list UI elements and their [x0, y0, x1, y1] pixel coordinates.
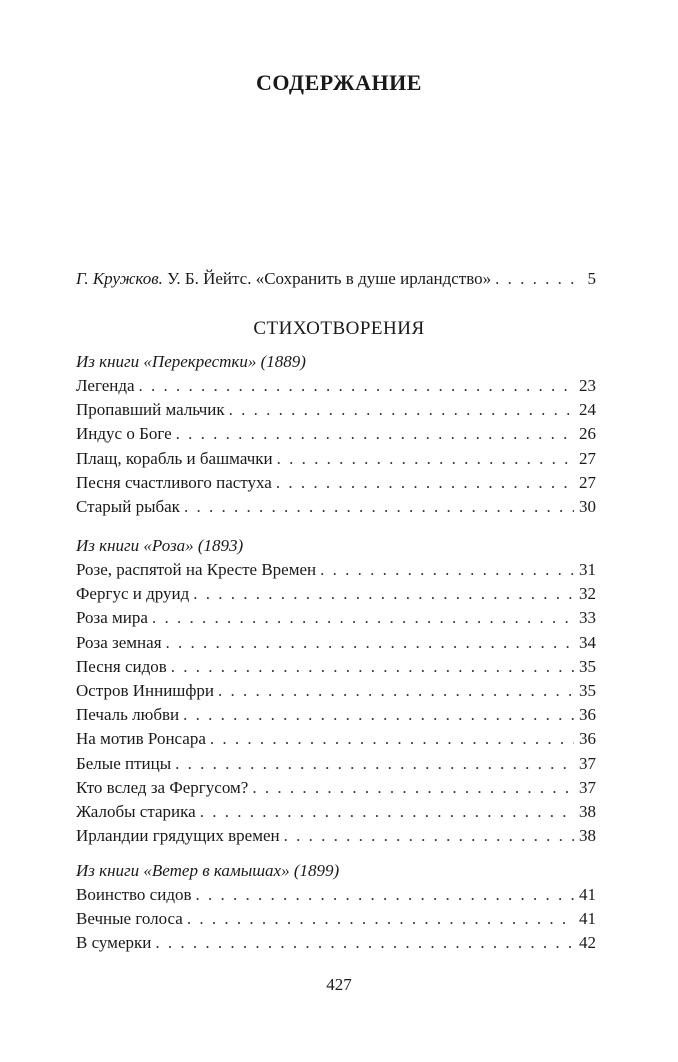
entry-title: Пропавший мальчик: [76, 400, 225, 420]
entry-title: Ирландии грядущих времен: [76, 826, 280, 846]
toc-entry: [76, 606, 596, 630]
toc-entry: [76, 679, 596, 703]
intro-author: Г. Кружков.: [76, 269, 163, 288]
toc-entry: [76, 752, 596, 776]
entry-page: 23: [579, 376, 596, 395]
entry-page: 34: [579, 632, 596, 652]
entry-title: Роза мира: [76, 608, 148, 628]
dot-leader: [166, 631, 574, 655]
entry-page: 38: [579, 826, 596, 846]
entry-page: 36: [579, 729, 596, 749]
dot-leader: [184, 495, 574, 519]
dot-leader: [320, 558, 574, 582]
dot-leader: [187, 907, 574, 931]
dot-leader: [139, 374, 574, 398]
toc-entry: [76, 398, 596, 422]
toc-entry: [76, 471, 596, 495]
dot-leader: [252, 776, 574, 800]
dot-leader: [218, 679, 574, 703]
toc-entry: [76, 582, 596, 606]
book-title: Из книги «Перекрестки» (1889): [76, 352, 306, 371]
entry-title: Печаль любви: [76, 705, 180, 725]
intro-entry: [76, 269, 596, 289]
page-title: СОДЕРЖАНИЕ: [256, 70, 422, 95]
book-group-1: [76, 350, 596, 519]
dot-leader: [495, 269, 574, 289]
dot-leader: [155, 931, 574, 955]
book-group-2: [76, 534, 596, 848]
toc-entry: [76, 422, 596, 446]
dot-leader: [196, 883, 575, 907]
intro-lead: [76, 269, 491, 289]
toc-entry: [76, 800, 596, 824]
entry-title: Легенда: [76, 376, 135, 395]
entry-title: Воинство сидов: [76, 885, 192, 904]
entry-title: Белые птицы: [76, 753, 172, 773]
dot-leader: [193, 582, 574, 606]
entry-page: 32: [579, 584, 596, 604]
entry-title: Роза земная: [76, 632, 162, 652]
entry-title: Плащ, корабль и башмачки: [76, 448, 273, 468]
dot-leader: [276, 471, 574, 495]
dot-leader: [176, 422, 574, 446]
entry-title: Жалобы старика: [76, 801, 196, 821]
toc-entry: [76, 655, 596, 679]
toc-entry: [76, 883, 596, 907]
dot-leader: [210, 727, 574, 751]
book-title: Из книги «Ветер в камышах» (1899): [76, 861, 340, 880]
entry-title: Старый рыбак: [76, 496, 180, 516]
entry-page: 27: [579, 448, 596, 468]
entry-title: Песня счастливого пастуха: [76, 472, 272, 492]
toc-entry: [76, 907, 596, 931]
entry-title: Песня сидов: [76, 656, 167, 676]
entry-title: В сумерки: [76, 933, 152, 953]
intro-text: У. Б. Йейтс. «Сохранить в душе ирландство»: [167, 269, 492, 288]
dot-leader: [152, 606, 574, 630]
entry-title: Индус о Боге: [76, 424, 172, 444]
section-heading: СТИХОТВОРЕНИЯ: [253, 318, 425, 339]
entry-title: На мотив Ронсара: [76, 729, 206, 749]
toc-entry: [76, 824, 596, 848]
toc-entry: [76, 558, 596, 582]
entry-page: 42: [579, 933, 596, 953]
dot-leader: [200, 800, 574, 824]
entry-page: 30: [579, 496, 596, 516]
entry-title: Остров Иннишфри: [76, 680, 215, 700]
page-number: 427: [326, 975, 352, 994]
toc-entry: [76, 727, 596, 751]
book-group-3: [76, 859, 596, 956]
toc-entry: [76, 703, 596, 727]
intro-page: 5: [587, 269, 596, 288]
dot-leader: [175, 752, 574, 776]
entry-page: 36: [579, 705, 596, 725]
entry-page: 24: [579, 400, 596, 420]
toc-entry: [76, 374, 596, 398]
toc-entry: [76, 776, 596, 800]
dot-leader: [171, 655, 574, 679]
dot-leader: [229, 398, 574, 422]
dot-leader: [183, 703, 574, 727]
entry-title: Розе, распятой на Кресте Времен: [76, 560, 317, 579]
toc-entry: [76, 931, 596, 955]
entry-title: Фергус и друид: [76, 584, 190, 604]
entry-title: Вечные голоса: [76, 909, 183, 929]
dot-leader: [277, 447, 574, 471]
entry-page: 41: [579, 909, 596, 929]
entry-page: 26: [579, 424, 596, 444]
entry-page: 31: [579, 560, 596, 579]
entry-page: 35: [579, 656, 596, 676]
book-title: Из книги «Роза» (1893): [76, 536, 244, 555]
entry-page: 33: [579, 608, 596, 628]
entry-page: 37: [579, 777, 596, 797]
toc-entry: [76, 495, 596, 519]
toc-entry: [76, 631, 596, 655]
entry-title: Кто вслед за Фергусом?: [76, 777, 249, 797]
entry-page: 27: [579, 472, 596, 492]
entry-page: 35: [579, 680, 596, 700]
entry-page: 38: [579, 801, 596, 821]
entry-page: 37: [579, 753, 596, 773]
toc-entry: [76, 447, 596, 471]
entry-page: 41: [579, 885, 596, 904]
dot-leader: [284, 824, 574, 848]
